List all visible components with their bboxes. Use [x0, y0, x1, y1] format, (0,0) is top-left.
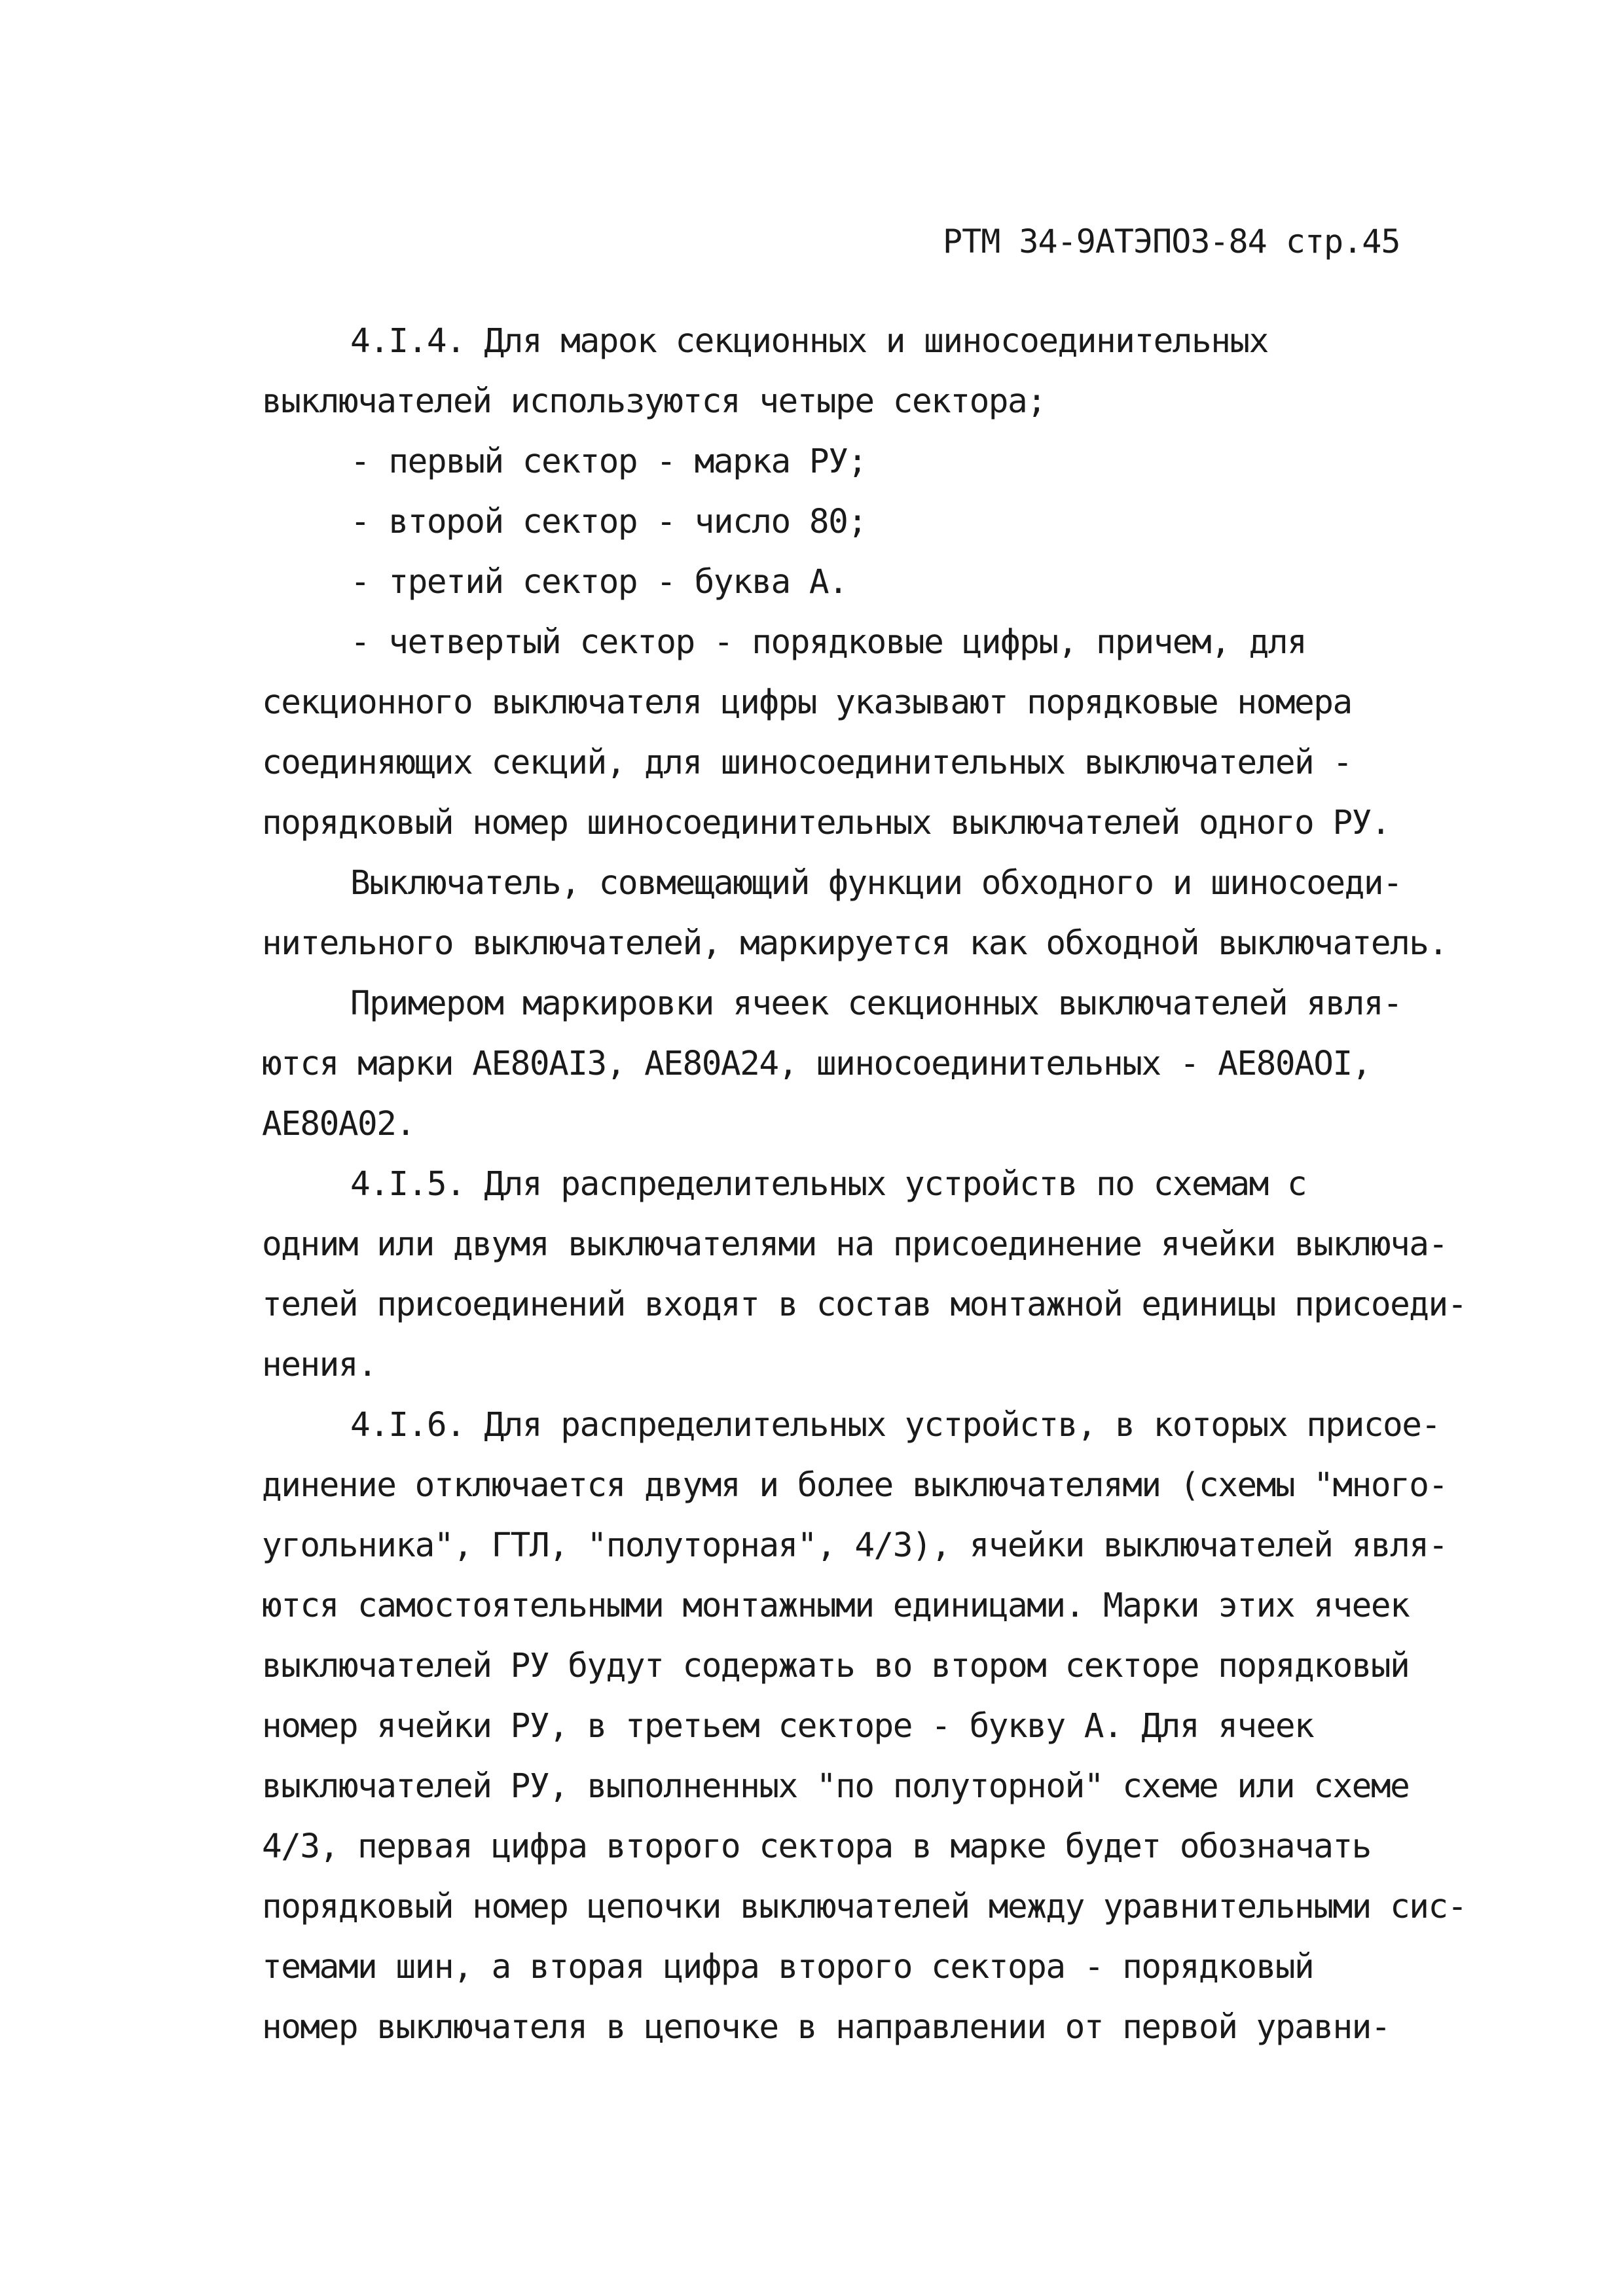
line-29: номер выключателя в цепочке в направлении от первой уравни- [262, 2008, 1391, 2047]
line-13: ются марки АЕ80АI3, АЕ80А24, шиносоединительных - АЕ80АОI, [262, 1045, 1371, 1083]
line-17: телей присоединений входят в состав монтажной единицы присоеди- [262, 1285, 1467, 1324]
line-15: 4.I.5. Для распределительных устройств по схемам с [350, 1165, 1307, 1204]
line-16: одним или двумя выключателями на присоединение ячейки выключа- [262, 1225, 1448, 1264]
line-27: порядковый номер цепочки выключателей между уравнительными сис- [262, 1888, 1467, 1926]
line-11: нительного выключателей, маркируется как обходной выключатель. [262, 924, 1448, 963]
line-3: - первый сектор - марка РУ; [350, 442, 867, 481]
line-23: выключателей РУ будут содержать во втором секторе порядковый [262, 1647, 1410, 1685]
line-25: выключателей РУ, выполненных "по полуторной" схеме или схеме [262, 1767, 1410, 1806]
line-2: выключателей используются четыре сектора; [262, 382, 1046, 421]
line-5: - третий сектор - буква А. [350, 563, 848, 601]
line-4: - второй сектор - число 80; [350, 503, 867, 541]
line-20: динение отключается двумя и более выключателями (схемы "много- [262, 1466, 1448, 1505]
line-26: 4/3, первая цифра второго сектора в марке будет обозначать [262, 1827, 1371, 1866]
line-21: угольника", ГТЛ, "полуторная", 4/3), ячейки выключателей явля- [262, 1526, 1448, 1565]
line-12: Примером маркировки ячеек секционных выключателей явля- [350, 984, 1402, 1023]
line-10: Выключатель, совмещающий функции обходного и шиносоеди- [350, 864, 1402, 903]
line-1: 4.I.4. Для марок секционных и шиносоединительных [350, 322, 1268, 361]
line-6: - четвертый сектор - порядковые цифры, причем, для [350, 623, 1307, 662]
page-header: РТМ 34-9АТЭПОЗ-84 стр.45 [943, 223, 1400, 260]
line-8: соединяющих секций, для шиносоединительных выключателей - [262, 744, 1352, 782]
line-28: темами шин, а вторая цифра второго сектора - порядковый [262, 1948, 1314, 1986]
line-18: нения. [262, 1346, 377, 1384]
line-9: порядковый номер шиносоединительных выключателей одного РУ. [262, 804, 1391, 842]
line-19: 4.I.6. Для распределительных устройств, в которых присое- [350, 1406, 1440, 1444]
line-7: секционного выключателя цифры указывают порядковые номера [262, 683, 1352, 722]
line-14: АЕ80А02. [262, 1105, 415, 1143]
line-22: ются самостоятельными монтажными единицами. Марки этих ячеек [262, 1587, 1410, 1625]
line-24: номер ячейки РУ, в третьем секторе - букву А. Для ячеек [262, 1707, 1314, 1746]
